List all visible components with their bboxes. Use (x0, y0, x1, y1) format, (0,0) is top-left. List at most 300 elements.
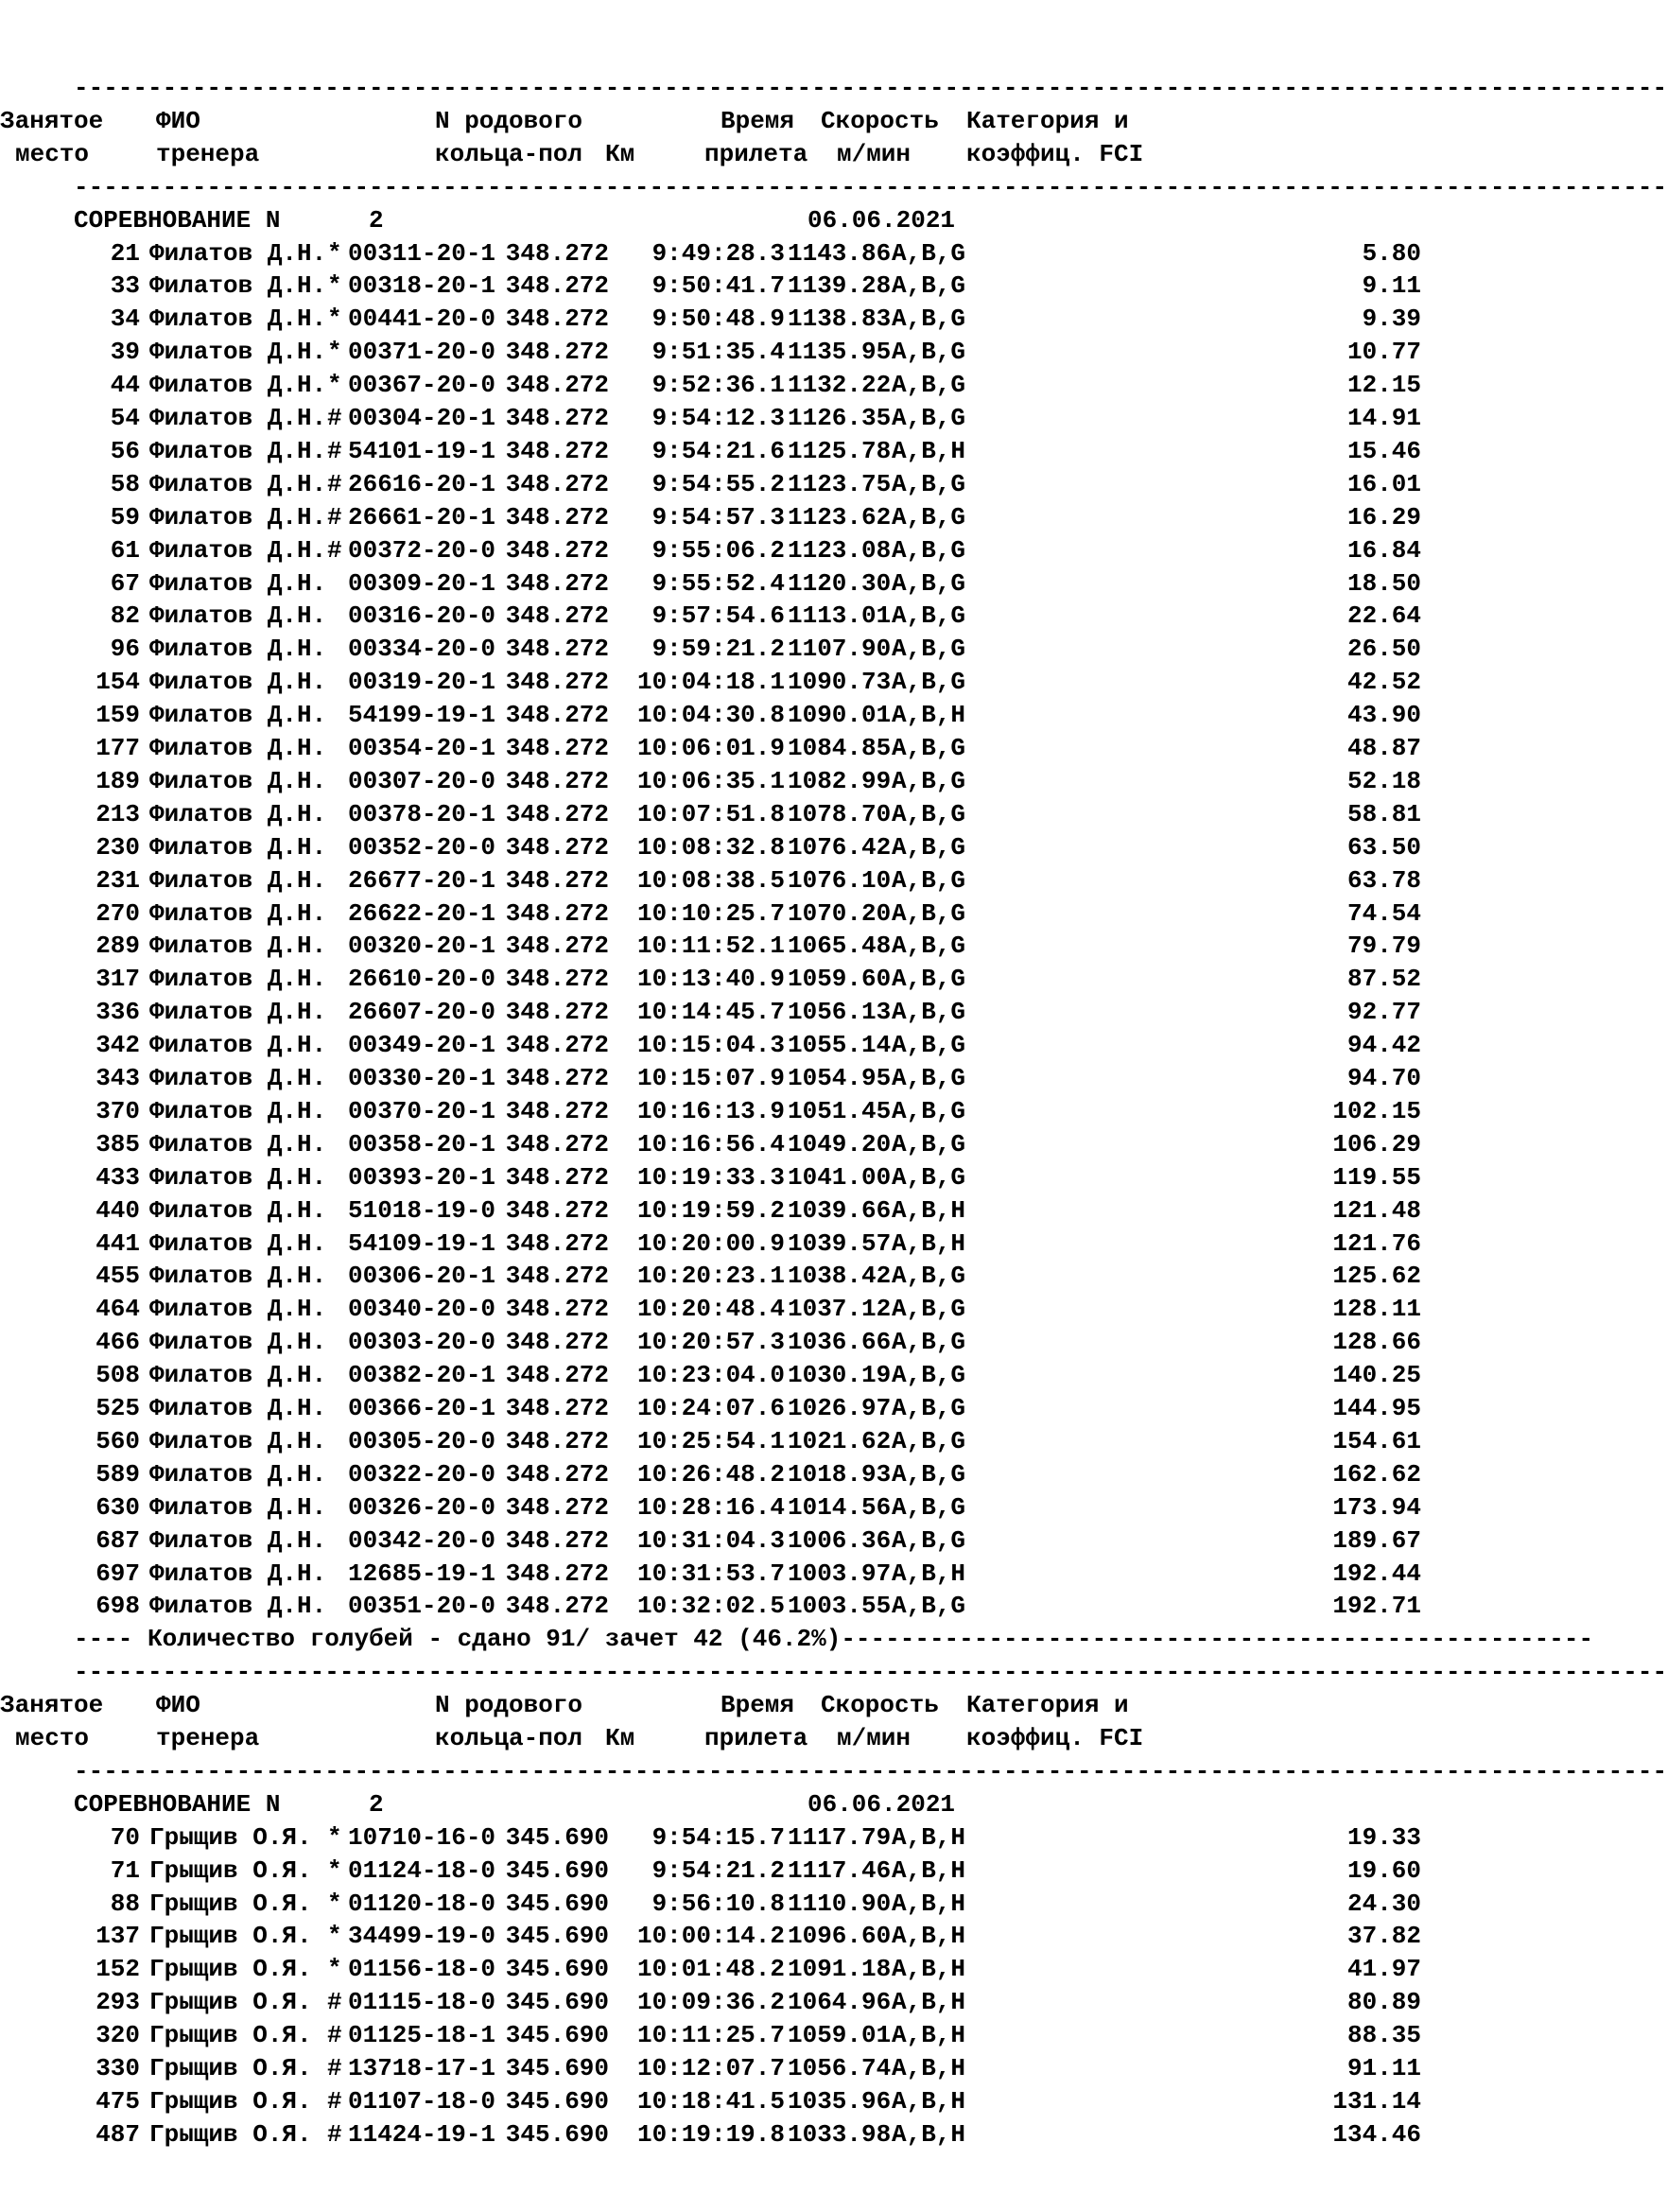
cell-place: 58 (110, 469, 140, 498)
cell-name: Филатов Д.Н. (149, 998, 327, 1027)
cell-name: Филатов Д.Н. (149, 1162, 327, 1192)
cell-km: 348.272 (505, 436, 609, 465)
cell-cat: A,B,G (892, 1295, 966, 1324)
cell-coef: 52.18 (1346, 766, 1421, 795)
cell-ring: 00371-20-0 (348, 338, 496, 367)
cell-time: 10:31:53.7 (636, 1559, 785, 1588)
header-ring-line-1: N родового (435, 106, 583, 135)
table-row (74, 237, 1492, 270)
table-row (74, 1920, 1492, 1953)
cell-name: Филатов Д.Н. (149, 965, 327, 994)
cell-speed: 1091.18 (788, 1955, 892, 1984)
cell-time: 10:00:14.2 (636, 1922, 785, 1951)
cell-cat: A,B,G (892, 932, 966, 961)
header-place-line-1: Занятое (0, 106, 104, 135)
cell-km: 348.272 (505, 1129, 609, 1158)
cell-time: 10:10:25.7 (636, 898, 785, 928)
cell-mark: # (327, 535, 342, 565)
cell-km: 348.272 (505, 535, 609, 565)
cell-name: Грыщив О.Я. (149, 2054, 312, 2082)
cell-cat: A,B,G (892, 832, 966, 862)
cell-place: 698 (96, 1592, 140, 1621)
cell-speed: 1051.45 (788, 1096, 892, 1125)
cell-km: 348.272 (505, 865, 609, 895)
header-speed-line-1: Скорость (821, 106, 939, 135)
cell-cat: A,B,H (892, 1822, 966, 1852)
table-row (74, 1194, 1492, 1228)
cell-km: 348.272 (505, 1394, 609, 1422)
cell-speed: 1090.01 (788, 701, 892, 730)
cell-km: 348.272 (505, 404, 609, 432)
cell-speed: 1035.96 (788, 2086, 892, 2116)
cell-cat: A,B,G (892, 1262, 966, 1291)
cell-mark: # (327, 2086, 342, 2116)
cell-coef: 9.11 (1362, 271, 1421, 301)
cell-cat: A,B,G (892, 601, 966, 631)
cell-coef: 22.64 (1346, 601, 1421, 631)
cell-speed: 1030.19 (788, 1361, 892, 1390)
cell-time: 10:12:07.7 (636, 2054, 785, 2082)
cell-km: 345.690 (505, 1988, 609, 2017)
cell-ring: 01107-18-0 (348, 2086, 496, 2116)
cell-mark: * (327, 338, 342, 367)
table-row (74, 600, 1492, 633)
cell-place: 213 (96, 799, 140, 828)
cell-coef: 106.29 (1332, 1129, 1421, 1158)
cell-ring: 10710-16-0 (348, 1822, 496, 1852)
cell-coef: 16.29 (1346, 502, 1421, 531)
cell-place: 317 (96, 965, 140, 994)
cell-name: Филатов Д.Н. (149, 832, 327, 862)
cell-speed: 1033.98 (788, 2119, 892, 2149)
cell-time: 9:55:52.4 (651, 568, 785, 598)
cell-km: 348.272 (505, 1361, 609, 1390)
cell-ring: 00305-20-0 (348, 1426, 496, 1455)
cell-name: Филатов Д.Н. (149, 1031, 327, 1060)
cell-place: 54 (110, 404, 140, 432)
cell-km: 348.272 (505, 469, 609, 498)
cell-place: 137 (96, 1922, 140, 1951)
cell-time: 10:19:59.2 (636, 1195, 785, 1225)
cell-coef: 192.44 (1332, 1559, 1421, 1588)
cell-coef: 91.11 (1346, 2054, 1421, 2082)
cell-speed: 1056.74 (788, 2054, 892, 2082)
cell-place: 370 (96, 1096, 140, 1125)
cell-ring: 00316-20-0 (348, 601, 496, 631)
cell-time: 10:09:36.2 (636, 1988, 785, 2017)
competition-date: 06.06.2021 (807, 1789, 956, 1819)
cell-name: Филатов Д.Н. (149, 436, 327, 465)
cell-name: Филатов Д.Н. (149, 535, 327, 565)
summary-line: ---- Количество голубей - сдано 91/ зачет 42 (46.2%)--------------------------------------------------- (74, 1625, 1594, 1654)
cell-coef: 121.76 (1332, 1228, 1421, 1258)
cell-speed: 1090.73 (788, 668, 892, 697)
cell-speed: 1039.57 (788, 1228, 892, 1258)
cell-coef: 16.01 (1346, 469, 1421, 498)
cell-ring: 26607-20-0 (348, 998, 496, 1027)
cell-mark: # (327, 2054, 342, 2082)
cell-coef: 63.50 (1346, 832, 1421, 862)
cell-cat: A,B,H (892, 1988, 966, 2017)
cell-time: 9:54:21.6 (651, 436, 785, 465)
cell-cat: A,B,G (892, 1129, 966, 1158)
cell-km: 345.690 (505, 2021, 609, 2050)
cell-place: 385 (96, 1129, 140, 1158)
cell-time: 10:08:38.5 (636, 865, 785, 895)
cell-time: 10:14:45.7 (636, 998, 785, 1027)
cell-time: 10:04:30.8 (636, 701, 785, 730)
cell-ring: 00320-20-1 (348, 932, 496, 961)
cell-time: 9:49:28.3 (651, 238, 785, 268)
cell-km: 348.272 (505, 502, 609, 531)
cell-coef: 94.70 (1346, 1064, 1421, 1092)
header-speed-line-2: м/мин (837, 1724, 912, 1752)
cell-speed: 1037.12 (788, 1295, 892, 1324)
cell-ring: 00441-20-0 (348, 305, 496, 334)
cell-place: 230 (96, 832, 140, 862)
table-row (74, 1855, 1492, 1888)
cell-km: 348.272 (505, 601, 609, 631)
cell-place: 320 (96, 2021, 140, 2050)
table-row (74, 2118, 1492, 2151)
cell-name: Филатов Д.Н. (149, 701, 327, 730)
cell-mark: * (327, 1822, 342, 1852)
cell-mark: * (327, 1955, 342, 1984)
header-trainer-line-2: тренера (156, 1724, 260, 1752)
cell-speed: 1117.79 (788, 1822, 892, 1852)
cell-ring: 01120-18-0 (348, 1889, 496, 1918)
cell-coef: 87.52 (1346, 965, 1421, 994)
cell-speed: 1084.85 (788, 734, 892, 762)
table-row (74, 2019, 1492, 2052)
table-row (74, 996, 1492, 1029)
cell-coef: 102.15 (1332, 1096, 1421, 1125)
cell-km: 348.272 (505, 1426, 609, 1455)
cell-ring: 00307-20-0 (348, 766, 496, 795)
cell-place: 61 (110, 535, 140, 565)
cell-cat: A,B,H (892, 2054, 966, 2082)
cell-place: 343 (96, 1064, 140, 1092)
cell-km: 348.272 (505, 1559, 609, 1588)
cell-km: 345.690 (505, 1922, 609, 1951)
cell-mark: * (327, 371, 342, 400)
cell-coef: 162.62 (1332, 1459, 1421, 1489)
cell-coef: 140.25 (1332, 1361, 1421, 1390)
cell-name: Грыщив О.Я. (149, 2119, 312, 2149)
cell-km: 348.272 (505, 668, 609, 697)
cell-coef: 9.39 (1362, 305, 1421, 334)
cell-name: Филатов Д.Н. (149, 668, 327, 697)
cell-speed: 1107.90 (788, 635, 892, 664)
cell-place: 433 (96, 1162, 140, 1192)
cell-mark: * (327, 305, 342, 334)
cell-speed: 1056.13 (788, 998, 892, 1027)
cell-km: 345.690 (505, 1855, 609, 1885)
cell-ring: 34499-19-0 (348, 1922, 496, 1951)
header-time-line-1: Время (721, 106, 795, 135)
cell-coef: 37.82 (1346, 1922, 1421, 1951)
cell-ring: 12685-19-1 (348, 1559, 496, 1588)
table-row (74, 369, 1492, 402)
table-row (74, 831, 1492, 864)
cell-coef: 121.48 (1332, 1195, 1421, 1225)
cell-name: Грыщив О.Я. (149, 1889, 312, 1918)
cell-cat: A,B,G (892, 865, 966, 895)
rule-line: ------------------------------------------------------------------------------------------------------------ (74, 74, 1667, 102)
table-row (74, 501, 1492, 534)
cell-time: 10:19:33.3 (636, 1162, 785, 1192)
cell-km: 348.272 (505, 338, 609, 367)
cell-cat: A,B,G (892, 535, 966, 565)
cell-time: 10:32:02.5 (636, 1592, 785, 1621)
cell-km: 348.272 (505, 1262, 609, 1291)
cell-speed: 1038.42 (788, 1262, 892, 1291)
cell-ring: 00303-20-0 (348, 1328, 496, 1357)
cell-km: 348.272 (505, 1064, 609, 1092)
cell-time: 9:59:21.2 (651, 635, 785, 664)
cell-name: Филатов Д.Н. (149, 932, 327, 961)
table-row (74, 765, 1492, 798)
cell-ring: 51018-19-0 (348, 1195, 496, 1225)
table-row (74, 1590, 1492, 1623)
cell-name: Филатов Д.Н. (149, 799, 327, 828)
cell-cat: A,B,H (892, 436, 966, 465)
cell-time: 10:11:52.1 (636, 932, 785, 961)
table-row (74, 864, 1492, 897)
cell-name: Филатов Д.Н. (149, 1394, 327, 1422)
cell-cat: A,B,G (892, 404, 966, 432)
cell-place: 508 (96, 1361, 140, 1390)
header-speed-line-1: Скорость (821, 1691, 939, 1720)
cell-ring: 11424-19-1 (348, 2119, 496, 2149)
competition-header (74, 204, 1492, 237)
cell-coef: 80.89 (1346, 1988, 1421, 2017)
cell-ring: 00311-20-1 (348, 238, 496, 268)
cell-cat: A,B,G (892, 1162, 966, 1192)
cell-km: 348.272 (505, 1492, 609, 1522)
cell-cat: A,B,G (892, 1031, 966, 1060)
cell-speed: 1018.93 (788, 1459, 892, 1489)
header-category-line-2: коэффиц. FCI (966, 139, 1144, 168)
cell-time: 10:20:00.9 (636, 1228, 785, 1258)
cell-name: Филатов Д.Н. (149, 766, 327, 795)
cell-cat: A,B,G (892, 1492, 966, 1522)
cell-ring: 00354-20-1 (348, 734, 496, 762)
cell-place: 34 (110, 305, 140, 334)
cell-place: 589 (96, 1459, 140, 1489)
cell-time: 9:57:54.6 (651, 601, 785, 631)
cell-speed: 1070.20 (788, 898, 892, 928)
cell-speed: 1096.60 (788, 1922, 892, 1951)
cell-name: Филатов Д.Н. (149, 502, 327, 531)
table-row (74, 402, 1492, 435)
table-row (74, 897, 1492, 931)
cell-place: 154 (96, 668, 140, 697)
cell-coef: 63.78 (1346, 865, 1421, 895)
cell-coef: 128.11 (1332, 1295, 1421, 1324)
cell-place: 342 (96, 1031, 140, 1060)
cell-mark: * (327, 238, 342, 268)
cell-coef: 24.30 (1346, 1889, 1421, 1918)
cell-coef: 41.97 (1346, 1955, 1421, 1984)
cell-speed: 1064.96 (788, 1988, 892, 2017)
cell-speed: 1132.22 (788, 371, 892, 400)
header-time-line-1: Время (721, 1691, 795, 1720)
cell-km: 348.272 (505, 568, 609, 598)
table-row (74, 1161, 1492, 1194)
cell-km: 348.272 (505, 1525, 609, 1555)
cell-place: 189 (96, 766, 140, 795)
cell-coef: 10.77 (1346, 338, 1421, 367)
cell-km: 345.690 (505, 1889, 609, 1918)
cell-km: 348.272 (505, 766, 609, 795)
cell-coef: 128.66 (1332, 1328, 1421, 1357)
cell-coef: 19.60 (1346, 1855, 1421, 1885)
cell-km: 348.272 (505, 305, 609, 334)
header-category-line-2: коэффиц. FCI (966, 1724, 1144, 1752)
table-row (74, 1293, 1492, 1326)
cell-cat: A,B,G (892, 1096, 966, 1125)
cell-ring: 00393-20-1 (348, 1162, 496, 1192)
cell-coef: 12.15 (1346, 371, 1421, 400)
cell-km: 348.272 (505, 734, 609, 762)
cell-coef: 131.14 (1332, 2086, 1421, 2116)
cell-name: Грыщив О.Я. (149, 1855, 312, 1885)
competition-header (74, 1788, 1492, 1821)
cell-coef: 19.33 (1346, 1822, 1421, 1852)
cell-cat: A,B,G (892, 1525, 966, 1555)
cell-name: Филатов Д.Н. (149, 371, 327, 400)
cell-cat: A,B,G (892, 734, 966, 762)
cell-ring: 00319-20-1 (348, 668, 496, 697)
cell-place: 71 (110, 1855, 140, 1885)
cell-place: 67 (110, 568, 140, 598)
table-row (74, 336, 1492, 369)
header-ring-line-2: кольца-пол (435, 139, 583, 168)
cell-name: Грыщив О.Я. (149, 2086, 312, 2116)
cell-time: 9:54:57.3 (651, 502, 785, 531)
cell-name: Филатов Д.Н. (149, 1096, 327, 1125)
cell-km: 348.272 (505, 1195, 609, 1225)
cell-km: 348.272 (505, 1031, 609, 1060)
cell-ring: 01125-18-1 (348, 2021, 496, 2050)
cell-ring: 00322-20-0 (348, 1459, 496, 1489)
cell-km: 348.272 (505, 1162, 609, 1192)
cell-place: 560 (96, 1426, 140, 1455)
cell-ring: 00309-20-1 (348, 568, 496, 598)
cell-cat: A,B,G (892, 1592, 966, 1621)
cell-name: Филатов Д.Н. (149, 601, 327, 631)
cell-name: Филатов Д.Н. (149, 1592, 327, 1621)
cell-km: 345.690 (505, 2054, 609, 2082)
cell-name: Филатов Д.Н. (149, 238, 327, 268)
header-trainer-line-2: тренера (156, 139, 260, 168)
cell-cat: A,B,G (892, 1426, 966, 1455)
cell-km: 345.690 (505, 1822, 609, 1852)
cell-time: 10:16:56.4 (636, 1129, 785, 1158)
cell-ring: 00352-20-0 (348, 832, 496, 862)
cell-name: Филатов Д.Н. (149, 1525, 327, 1555)
cell-km: 348.272 (505, 998, 609, 1027)
cell-place: 293 (96, 1988, 140, 2017)
cell-place: 464 (96, 1295, 140, 1324)
rule-line: ------------------------------------------------------------------------------------------------------------ (74, 172, 1667, 201)
cell-speed: 1125.78 (788, 436, 892, 465)
cell-ring: 01115-18-0 (348, 1988, 496, 2017)
cell-cat: A,B,G (892, 898, 966, 928)
cell-mark: * (327, 271, 342, 301)
cell-place: 96 (110, 635, 140, 664)
cell-km: 348.272 (505, 701, 609, 730)
table-row (74, 2085, 1492, 2118)
cell-name: Филатов Д.Н. (149, 305, 327, 334)
cell-ring: 54199-19-1 (348, 701, 496, 730)
cell-mark: # (327, 404, 342, 432)
cell-time: 10:20:57.3 (636, 1328, 785, 1357)
cell-coef: 18.50 (1346, 568, 1421, 598)
cell-place: 70 (110, 1822, 140, 1852)
cell-speed: 1054.95 (788, 1064, 892, 1092)
cell-speed: 1041.00 (788, 1162, 892, 1192)
header-place-line-1: Занятое (0, 1691, 104, 1720)
cell-name: Грыщив О.Я. (149, 1955, 312, 1984)
table-row (74, 1888, 1492, 1921)
table-row (74, 303, 1492, 336)
cell-name: Филатов Д.Н. (149, 469, 327, 498)
cell-speed: 1026.97 (788, 1394, 892, 1422)
cell-mark: # (327, 2119, 342, 2149)
cell-ring: 00342-20-0 (348, 1525, 496, 1555)
cell-place: 56 (110, 436, 140, 465)
header-km-line-2: Км (605, 1724, 635, 1752)
cell-time: 10:18:41.5 (636, 2086, 785, 2116)
cell-km: 348.272 (505, 898, 609, 928)
cell-cat: A,B,H (892, 1922, 966, 1951)
cell-ring: 00366-20-1 (348, 1394, 496, 1422)
cell-speed: 1110.90 (788, 1889, 892, 1918)
cell-cat: A,B,G (892, 305, 966, 334)
cell-speed: 1139.28 (788, 271, 892, 301)
cell-place: 441 (96, 1228, 140, 1258)
cell-time: 9:50:48.9 (651, 305, 785, 334)
cell-coef: 14.91 (1346, 404, 1421, 432)
cell-place: 152 (96, 1955, 140, 1984)
cell-place: 336 (96, 998, 140, 1027)
cell-time: 10:08:32.8 (636, 832, 785, 862)
cell-place: 33 (110, 271, 140, 301)
cell-speed: 1059.60 (788, 965, 892, 994)
table-row (74, 1095, 1492, 1128)
cell-name: Филатов Д.Н. (149, 865, 327, 895)
cell-cat: A,B,H (892, 1195, 966, 1225)
cell-name: Филатов Д.Н. (149, 1559, 327, 1588)
header-trainer-line-1: ФИО (156, 106, 200, 135)
cell-cat: A,B,H (892, 1855, 966, 1885)
cell-name: Филатов Д.Н. (149, 1328, 327, 1357)
cell-km: 348.272 (505, 238, 609, 268)
cell-time: 9:52:36.1 (651, 371, 785, 400)
cell-km: 348.272 (505, 1096, 609, 1125)
cell-time: 9:54:55.2 (651, 469, 785, 498)
cell-speed: 1006.36 (788, 1525, 892, 1555)
cell-time: 10:26:48.2 (636, 1459, 785, 1489)
cell-ring: 00367-20-0 (348, 371, 496, 400)
header-ring-line-1: N родового (435, 1691, 583, 1720)
cell-km: 345.690 (505, 2086, 609, 2116)
cell-speed: 1049.20 (788, 1129, 892, 1158)
cell-name: Филатов Д.Н. (149, 1361, 327, 1390)
table-row (74, 1986, 1492, 2019)
